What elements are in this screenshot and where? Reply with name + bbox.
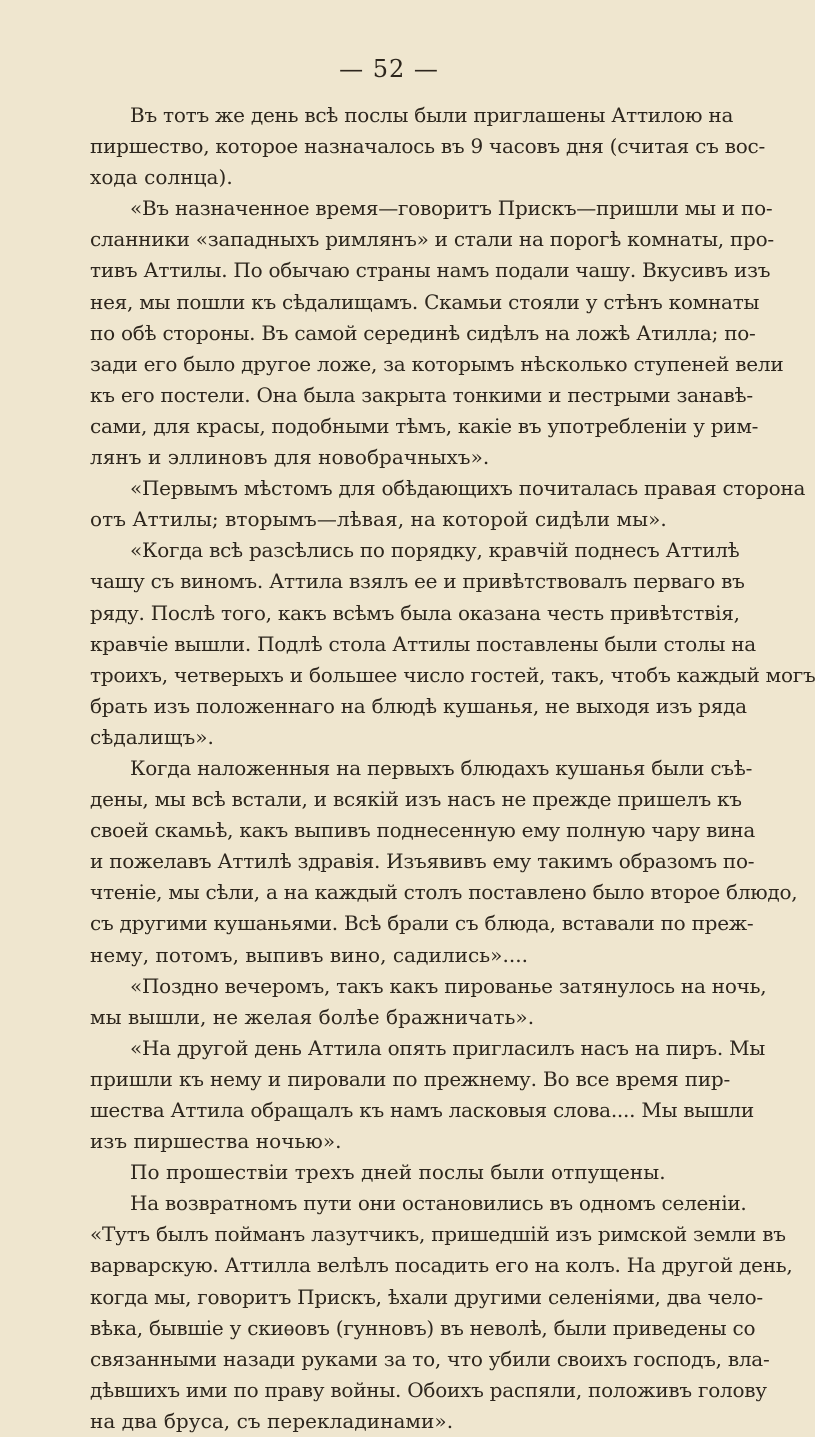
text-line: «Поздно вечеромъ, такъ какъ пированье затянулось на ночь, (130, 973, 767, 998)
page-text (90, 100, 815, 1437)
text-line: съ другими кушаньями. Всѣ брали съ блюда, вставали по преж- (90, 911, 754, 936)
text-line: Въ тотъ же день всѣ послы были приглашены Аттилою на (130, 103, 734, 127)
text-line: когда мы, говоритъ Прискъ, ѣхали другими селеніями, два чело- (90, 1284, 763, 1309)
text-line: отъ Аттилы; вторымъ—лѣвая, на которой сидѣли мы». (90, 507, 667, 532)
text-line: на два бруса, съ перекладинами». (90, 1408, 454, 1433)
text-line: къ его постели. Она была закрыта тонкими и пестрыми занавѣ- (90, 382, 753, 407)
text-line: зади его было другое ложе, за которымъ нѣсколько ступеней вели (90, 351, 784, 376)
text-line: лянъ и эллиновъ для новобрачныхъ». (90, 445, 490, 470)
text-line: нему, потомъ, выпивъ вино, садились».... (90, 942, 529, 967)
text-line: «Первымъ мѣстомъ для обѣдающихъ почиталась правая сторона (130, 476, 806, 501)
text-line: мы вышли, не желая болѣе бражничать». (90, 1004, 535, 1029)
text-line: вѣка, бывшіе у скиѳовъ (гунновъ) въ неволѣ, были приведены со (90, 1315, 756, 1340)
text-line: «На другой день Аттила опять пригласилъ насъ на пиръ. Мы (130, 1035, 766, 1060)
text-line: троихъ, четверыхъ и большее число гостей, такъ, чтобъ каждый могъ (90, 662, 815, 687)
text-line: «Когда всѣ разсѣлись по порядку, кравчій поднесъ Аттилѣ (130, 538, 740, 563)
text-line: связанными назади руками за то, что убили своихъ господъ, вла- (90, 1346, 770, 1371)
text-line: «Тутъ былъ пойманъ лазутчикъ, пришедшій изъ римской земли въ (90, 1222, 786, 1247)
text-line: дены, мы всѣ встали, и всякій изъ насъ не прежде пришелъ къ (90, 787, 742, 812)
text-line: «Въ назначенное время—говоритъ Прискъ—пришли мы и по- (130, 196, 773, 221)
text-line: По прошествіи трехъ дней послы были отпущены. (130, 1160, 666, 1185)
text-line: чтеніе, мы сѣли, а на каждый столъ поставлено было второе блюдо, (90, 880, 798, 905)
text-line: сланники «западныхъ римлянъ» и стали на порогѣ комнаты, про- (90, 227, 774, 252)
text-line: дѣвшихъ ими по праву войны. Обоихъ распяли, положивъ голову (90, 1377, 767, 1402)
text-line: пиршество, которое назначалось въ 9 часовъ дня (считая съ вос- (90, 134, 765, 159)
text-line: сѣдалищъ». (90, 724, 214, 749)
text-line: На возвратномъ пути они остановились въ одномъ селеніи. (130, 1191, 747, 1216)
text-line: ряду. Послѣ того, какъ всѣмъ была оказана честь привѣтствія, (90, 600, 740, 625)
text-line: своей скамьѣ, какъ выпивъ поднесенную ему полную чару вина (90, 818, 756, 843)
text-line: брать изъ положеннаго на блюдѣ кушанья, не выходя изъ ряда (90, 693, 747, 718)
text-line: Когда наложенныя на первыхъ блюдахъ кушанья были съѣ- (130, 755, 753, 780)
text-line: нея, мы пошли къ сѣдалищамъ. Скамьи стояли у стѣнъ комнаты (90, 289, 760, 314)
text-line: по обѣ стороны. Въ самой серединѣ сидѣлъ на ложѣ Атилла; по- (90, 320, 756, 345)
text-line: чашу съ виномъ. Аттила взялъ ее и привѣтствовалъ перваго въ (90, 569, 745, 594)
text-line: пришли къ нему и пировали по прежнему. Во все время пир- (90, 1066, 730, 1091)
text-line: изъ пиршества ночью». (90, 1129, 342, 1154)
text-line: шества Аттила обращалъ къ намъ ласковыя слова.... Мы вышли (90, 1098, 754, 1122)
text-line: кравчіе вышли. Подлѣ стола Аттилы поставлены были столы на (90, 631, 756, 656)
text-line: хода солнца). (90, 165, 233, 190)
text-line: и пожелавъ Аттилѣ здравія. Изъявивъ ему такимъ образомъ по- (90, 849, 755, 874)
text-line: сами, для красы, подобными тѣмъ, какіе въ употребленіи у рим- (90, 413, 759, 438)
page-number: — 52 — (339, 55, 439, 83)
text-line: тивъ Аттилы. По обычаю страны намъ подали чашу. Вкусивъ изъ (90, 258, 771, 283)
text-line: варварскую. Аттилла велѣлъ посадить его на колъ. На другой день, (90, 1253, 793, 1278)
